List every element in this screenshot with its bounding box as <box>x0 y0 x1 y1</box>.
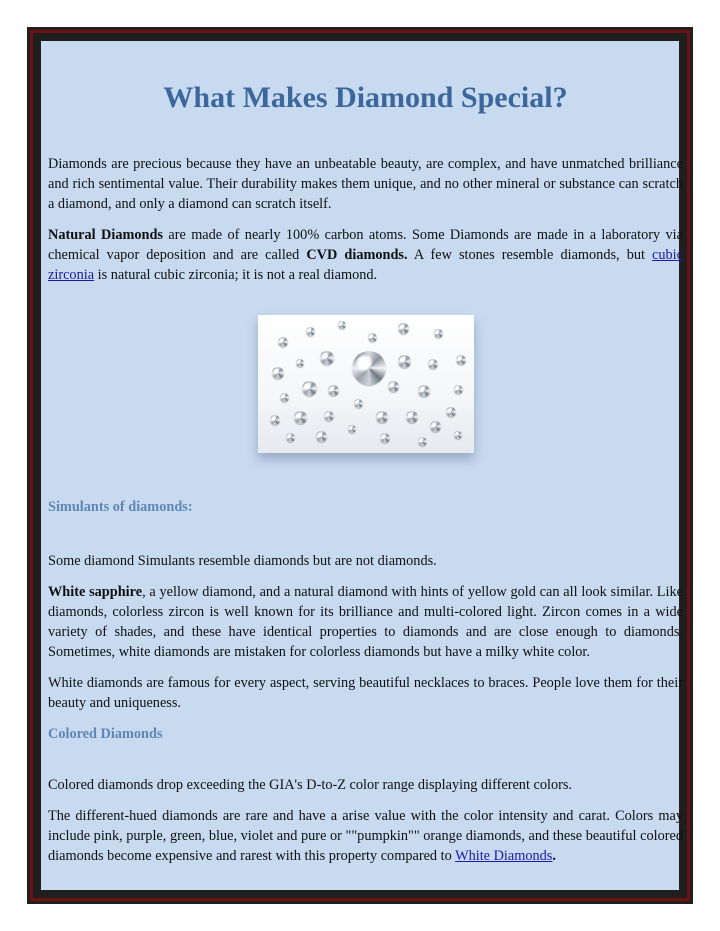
diamonds-figure <box>48 315 683 453</box>
diamond-gem <box>434 329 443 338</box>
diamond-gem <box>296 359 304 367</box>
diamond-gem <box>294 411 307 424</box>
page-frame <box>27 27 693 904</box>
colored-diamonds-paragraph <box>48 806 683 866</box>
natural-text-a: are made of nearly 100% carbon atoms. Some Diamonds are made in a laboratory via chemical vapor deposition and are called <box>48 227 683 263</box>
natural-text-b: A few stones resemble diamonds, but <box>407 247 653 263</box>
diamond-gem <box>302 381 317 396</box>
white-sapphire-paragraph <box>48 582 683 662</box>
diamond-gem <box>280 393 289 402</box>
diamond-gem <box>324 411 334 421</box>
diamond-gem <box>456 355 466 365</box>
frame-border <box>30 30 690 901</box>
simulants-intro-paragraph: Some diamond Simulants resemble diamonds but are not diamonds. <box>48 553 437 569</box>
diamond-gem <box>380 433 390 443</box>
intro-paragraph: Diamonds are precious because they have an unbeatable beauty, are complex, and have unmatched brilliance and rich sentimental value. Their durability makes them unique, and no other mineral or substance can scratch a diamond, and only a diamond can scratch itself. <box>48 156 683 212</box>
diamond-gem <box>398 323 409 334</box>
colored-end-period: . <box>552 848 556 864</box>
diamond-gem <box>388 381 399 392</box>
natural-diamonds-paragraph <box>48 225 683 285</box>
diamond-gem <box>306 327 315 336</box>
diamond-gem <box>418 385 430 397</box>
white-diamonds-link[interactable]: White Diamonds <box>455 848 553 864</box>
diamond-gem <box>316 431 327 442</box>
diamond-gem <box>406 411 418 423</box>
diamond-gem <box>354 399 363 408</box>
diamond-gem <box>320 351 334 365</box>
diamond-gem <box>348 425 356 433</box>
diamond-gem <box>454 385 463 394</box>
diamond-gem <box>446 407 456 417</box>
diamond-gem <box>454 431 462 439</box>
document-page <box>41 41 683 890</box>
diamond-gem <box>418 437 427 446</box>
page-title: What Makes Diamond Special? <box>163 81 568 114</box>
diamond-gem <box>376 411 388 423</box>
document-content <box>48 41 683 866</box>
colored-diamonds-heading: Colored Diamonds <box>48 726 163 742</box>
diamond-gem <box>338 321 346 329</box>
natural-text-c: is natural cubic zirconia; it is not a real diamond. <box>94 267 378 283</box>
diamond-gem <box>398 355 411 368</box>
cubic-zirconia-link[interactable]: cubic zirconia <box>48 247 683 283</box>
white-diamonds-paragraph: White diamonds are famous for every aspect, serving beautiful necklaces to braces. People love them for their beauty and uniqueness. <box>48 675 683 711</box>
cvd-diamonds-bold: CVD diamonds. <box>306 247 408 263</box>
natural-diamonds-bold: Natural Diamonds <box>48 227 163 243</box>
loose-diamonds-photo <box>258 315 474 453</box>
simulants-heading: Simulants of diamonds: <box>48 499 193 515</box>
colored-intro-paragraph: Colored diamonds drop exceeding the GIA's D-to-Z color range displaying different colors. <box>48 777 573 793</box>
white-sapphire-bold: White sapphire <box>48 584 143 600</box>
diamond-gem <box>328 385 339 396</box>
diamond-gem <box>270 415 280 425</box>
diamond-gem <box>286 433 295 442</box>
diamond-gem <box>428 359 438 369</box>
diamond-gem <box>368 333 377 342</box>
diamond-gem <box>272 367 284 379</box>
frame-inner-line <box>33 33 687 898</box>
diamond-gem <box>430 421 441 432</box>
colored-text: The different-hued diamonds are rare and have a arise value with the color intensity and carat. Colors may include pink, purple, green, blue, violet and pure or ""pumpkin"" orange diamonds, and these beautiful colored diamonds become expensive and rarest with this property compared to <box>48 808 683 864</box>
diamond-gem <box>278 337 288 347</box>
white-sapphire-text: , a yellow diamond, and a natural diamond with hints of yellow gold can all look similar. Like diamonds, colorless zircon is well known for its brilliance and multi-colored light. Zircon comes in a wide variety of shades, and these have identical properties to diamonds and are close enough to diamonds. Sometimes, white diamonds are mistaken for colorless diamonds but have a milky white color. <box>48 584 683 660</box>
diamond-gem <box>352 351 386 385</box>
